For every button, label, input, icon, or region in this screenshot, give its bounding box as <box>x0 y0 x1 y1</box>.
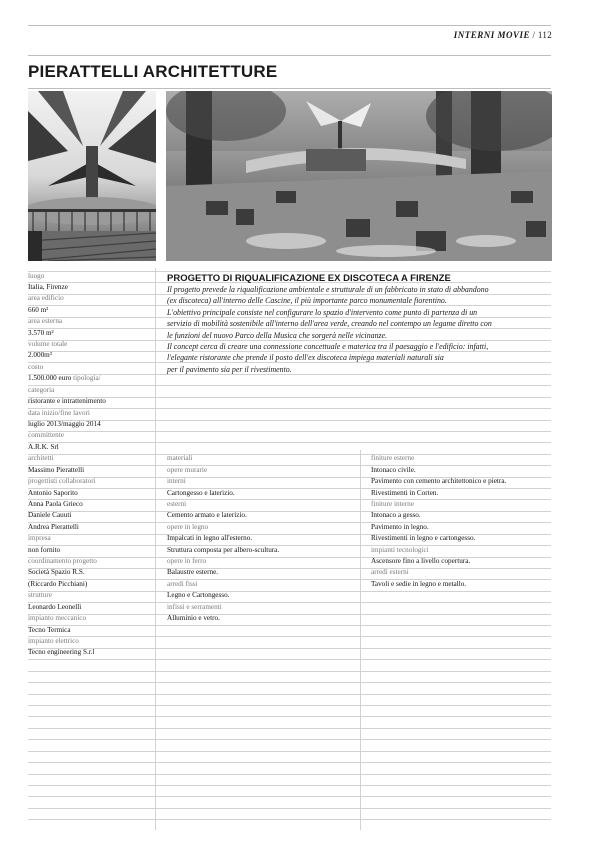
spec-text: Balaustre esterne. <box>167 568 219 577</box>
page-number: 112 <box>537 30 552 40</box>
spec-value <box>371 488 438 499</box>
grid-row-rule <box>28 511 551 512</box>
spec-text: impresa <box>28 534 51 543</box>
spec-value <box>167 533 252 544</box>
spec-text: opere in legno <box>167 522 209 531</box>
grid-divider-right <box>360 450 361 830</box>
grid-row-rule <box>28 397 551 398</box>
spec-text: Legno e Cartongesso. <box>167 591 230 600</box>
spec-value <box>28 328 54 339</box>
spec-label <box>28 533 51 544</box>
spec-text: Intonaco a gesso. <box>371 511 421 520</box>
spec-label <box>371 567 409 578</box>
spec-label <box>28 476 96 487</box>
title-rule <box>28 55 551 56</box>
spec-label <box>28 556 97 567</box>
spec-value <box>28 510 71 521</box>
spec-text: progettisti collaboratori <box>28 477 96 486</box>
spec-text: Rivestimenti in Corten. <box>371 488 439 497</box>
spec-text: coordinamento progetto <box>28 557 97 565</box>
magazine-brand: INTERNI MOVIE <box>453 30 530 40</box>
spec-text: Andrea Pierattelli <box>28 522 79 531</box>
spec-text: data inizio/fine lavori <box>28 408 90 417</box>
description-line: (ex discoteca) all'interno delle Cascine, il più importante parco monumentale fiorentino. <box>167 296 447 306</box>
spec-label <box>28 613 86 624</box>
header-separator: / <box>532 30 536 40</box>
header-meta <box>454 30 552 40</box>
grid-row-rule <box>28 522 551 523</box>
spec-value <box>28 488 78 499</box>
description-line: Il progetto prevede la riqualificazione ambientale e strutturale di un fabbricato in stato di abbandono <box>167 285 489 294</box>
spec-text: committente <box>28 431 64 440</box>
grid-row-rule <box>28 545 551 546</box>
spec-value <box>28 350 52 361</box>
spec-label <box>28 362 43 373</box>
spec-value <box>28 625 71 636</box>
spec-text: Tecno Termica <box>28 625 71 634</box>
spec-value <box>28 602 81 613</box>
spec-text: Pavimento con cemento architettonico e pietra. <box>371 477 507 486</box>
spec-text: luglio 2013/maggio 2014 <box>28 420 101 428</box>
grid-row-rule <box>28 568 551 569</box>
spec-text: Anna Paola Grieco <box>28 499 83 508</box>
spec-value <box>371 579 466 590</box>
grid-row-rule <box>28 751 551 752</box>
spec-text: categoria <box>28 385 55 394</box>
grid-row-rule <box>28 385 551 386</box>
spec-text: costo <box>28 362 44 371</box>
spec-label <box>167 522 208 533</box>
spec-value <box>28 282 68 293</box>
description-line: servizio di mobilità sostenibile all'interno dell'area verde, creando nel contempo un legame diretto con <box>167 319 492 329</box>
spec-text: area edificio <box>28 294 64 303</box>
spec-label <box>371 499 414 510</box>
grid-row-rule <box>28 499 551 500</box>
grid-row-rule <box>28 625 551 626</box>
top-rule <box>28 25 551 26</box>
spec-label <box>167 556 206 567</box>
grid-row-rule <box>28 271 551 272</box>
spec-label <box>167 453 193 464</box>
grid-row-rule <box>28 716 551 717</box>
grid-row-rule <box>28 408 551 409</box>
grid-row-rule <box>28 774 551 775</box>
grid-row-rule <box>28 465 551 466</box>
grid-row-rule <box>28 808 551 809</box>
description-line: Il concept cerca di creare una connessione concettuale e materica tra il paesaggio e l'edificio: infatti, <box>167 342 489 352</box>
spec-value <box>28 305 48 316</box>
spec-text: area esterna <box>28 317 63 326</box>
spec-label <box>371 545 429 556</box>
grid-row-rule <box>28 796 551 797</box>
grid-row-rule <box>28 431 551 432</box>
spec-text: ristorante e intrattenimento <box>28 397 106 406</box>
spec-value <box>371 533 475 544</box>
title-bottom-rule <box>28 88 551 89</box>
spec-value <box>167 545 279 556</box>
spec-label <box>371 453 414 464</box>
spec-text: Cartongesso e laterizio. <box>167 488 235 497</box>
spec-text: materiali <box>167 454 193 463</box>
spec-text: impianto meccanico <box>28 614 87 623</box>
spec-text: Massimo Pierattelli <box>28 465 85 474</box>
spec-value <box>28 442 59 453</box>
grid-divider-left <box>155 268 156 830</box>
spec-value <box>371 465 416 476</box>
spec-value <box>167 488 235 499</box>
spec-text: interni <box>167 477 186 486</box>
grid-row-rule <box>28 557 551 558</box>
spec-value <box>371 556 470 567</box>
spec-value <box>28 522 79 533</box>
spec-text: architetti <box>28 454 54 463</box>
spec-text: 1.500.000 euro <box>28 374 72 383</box>
spec-text: Impalcati in legno all'esterno. <box>167 534 253 543</box>
spec-text: Antonio Saporito <box>28 488 78 497</box>
grid-row-rule <box>28 682 551 683</box>
spec-label <box>28 408 90 419</box>
spec-value <box>28 373 101 384</box>
grid-row-rule <box>28 488 551 489</box>
spec-label <box>167 476 186 487</box>
spec-text: A.R.K. Srl <box>28 442 59 451</box>
grid-row-rule <box>28 705 551 706</box>
spec-text: esterni <box>167 499 187 508</box>
spec-label <box>28 590 52 601</box>
spec-text: impianti tecnologici <box>371 545 429 554</box>
spec-label <box>28 293 64 304</box>
spec-value <box>28 499 83 510</box>
project-title: PROGETTO DI RIQUALIFICAZIONE EX DISCOTECA A FIRENZE <box>167 273 451 284</box>
spec-value <box>28 647 95 658</box>
grid-row-rule <box>28 454 551 455</box>
description-line: L'obiettivo principale consiste nel configurare lo spazio d'intervento come punto di partenza di un <box>167 307 478 317</box>
spec-text: Ascensore fino a livello copertura. <box>371 557 471 565</box>
spec-text: 3.570 m² <box>28 328 54 337</box>
spec-value <box>167 567 218 578</box>
spec-text: opere in ferro <box>167 557 207 565</box>
spec-value <box>28 396 106 407</box>
grid-row-rule <box>28 420 551 421</box>
spec-text: Cemento armato e laterizio. <box>167 511 247 520</box>
grid-row-rule <box>28 671 551 672</box>
spec-value <box>167 590 229 601</box>
grid-row-rule <box>28 694 551 695</box>
spec-value <box>371 476 506 487</box>
spec-label <box>28 339 67 350</box>
spec-text: luogo <box>28 271 45 280</box>
spec-value <box>28 465 84 476</box>
project-description <box>167 284 553 375</box>
grid-row-rule <box>28 648 551 649</box>
spec-text: 660 m² <box>28 305 49 314</box>
spec-text: Tavoli e sedie in legno e metallo. <box>371 579 467 588</box>
spec-text: finiture interne <box>371 499 414 508</box>
grid-row-rule <box>28 739 551 740</box>
spec-text: impianto elettrico <box>28 636 79 645</box>
description-line: l'elegante ristorante che prende il posto dell'ex discoteca impiega materiali naturali sia <box>167 353 444 363</box>
grid-row-rule <box>28 785 551 786</box>
spec-text: volume totale <box>28 340 68 348</box>
spec-value <box>371 522 429 533</box>
spec-text: Società Spazio R.S. <box>28 568 85 577</box>
spec-text: arredi fissi <box>167 579 198 588</box>
spec-value <box>28 579 87 590</box>
grid-row-rule <box>28 728 551 729</box>
spec-value <box>167 510 247 521</box>
photo-park-terrace <box>166 91 552 261</box>
spec-label <box>28 636 79 647</box>
spec-text: Struttura composta per albero-scultura. <box>167 545 280 554</box>
page-title: PIERATTELLI ARCHITETTURE <box>28 62 278 81</box>
grid-row-rule <box>28 636 551 637</box>
spec-text: infissi e serramenti <box>167 602 222 611</box>
photo-tree-sculpture <box>28 91 156 261</box>
spec-text: Leonardo Leonelli <box>28 602 82 611</box>
spec-text: opere murarie <box>167 465 208 474</box>
spec-text: Alluminio e vetro. <box>167 614 220 623</box>
spec-value <box>28 567 85 578</box>
grid-row-rule <box>28 659 551 660</box>
spec-label <box>167 499 186 510</box>
grid-row-rule <box>28 819 551 820</box>
spec-value <box>371 510 421 521</box>
grid-row-rule <box>28 591 551 592</box>
grid-row-rule <box>28 614 551 615</box>
spec-label <box>28 271 44 282</box>
spec-label-suffix: tipologia/ <box>71 374 101 383</box>
spec-label <box>28 430 64 441</box>
grid-row-rule <box>28 442 551 443</box>
spec-text: 2.000m³ <box>28 351 52 360</box>
spec-label <box>167 602 222 613</box>
spec-text: finiture esterne <box>371 454 415 463</box>
spec-text: Italia, Firenze <box>28 282 68 291</box>
spec-value <box>167 613 220 624</box>
spec-text: arredi esterni <box>371 568 409 577</box>
spec-text: Rivestimenti in legno e cartongesso. <box>371 534 476 543</box>
spec-text: (Riccardo Picchiani) <box>28 579 88 588</box>
spec-label <box>167 579 198 590</box>
grid-row-rule <box>28 579 551 580</box>
spec-text: Pavimento in legno. <box>371 522 429 531</box>
spec-text: non fornito <box>28 545 61 554</box>
grid-row-rule <box>28 602 551 603</box>
spec-label <box>28 316 62 327</box>
description-line: per il pavimento sia per il rivestimento. <box>167 364 292 374</box>
spec-label <box>167 465 207 476</box>
spec-label <box>28 385 54 396</box>
spec-label <box>28 453 54 464</box>
grid-row-rule <box>28 762 551 763</box>
spec-value <box>28 419 101 430</box>
spec-text: Daniele Cauuti <box>28 511 72 520</box>
spec-text: Intonaco civile. <box>371 465 416 474</box>
spec-text: Tecno engineering S.r.l <box>28 648 95 657</box>
description-line: le funzioni del nuovo Parco della Musica che sorgerà nelle vicinanze. <box>167 330 388 340</box>
spec-text: strutture <box>28 591 52 600</box>
spec-value <box>28 545 60 556</box>
